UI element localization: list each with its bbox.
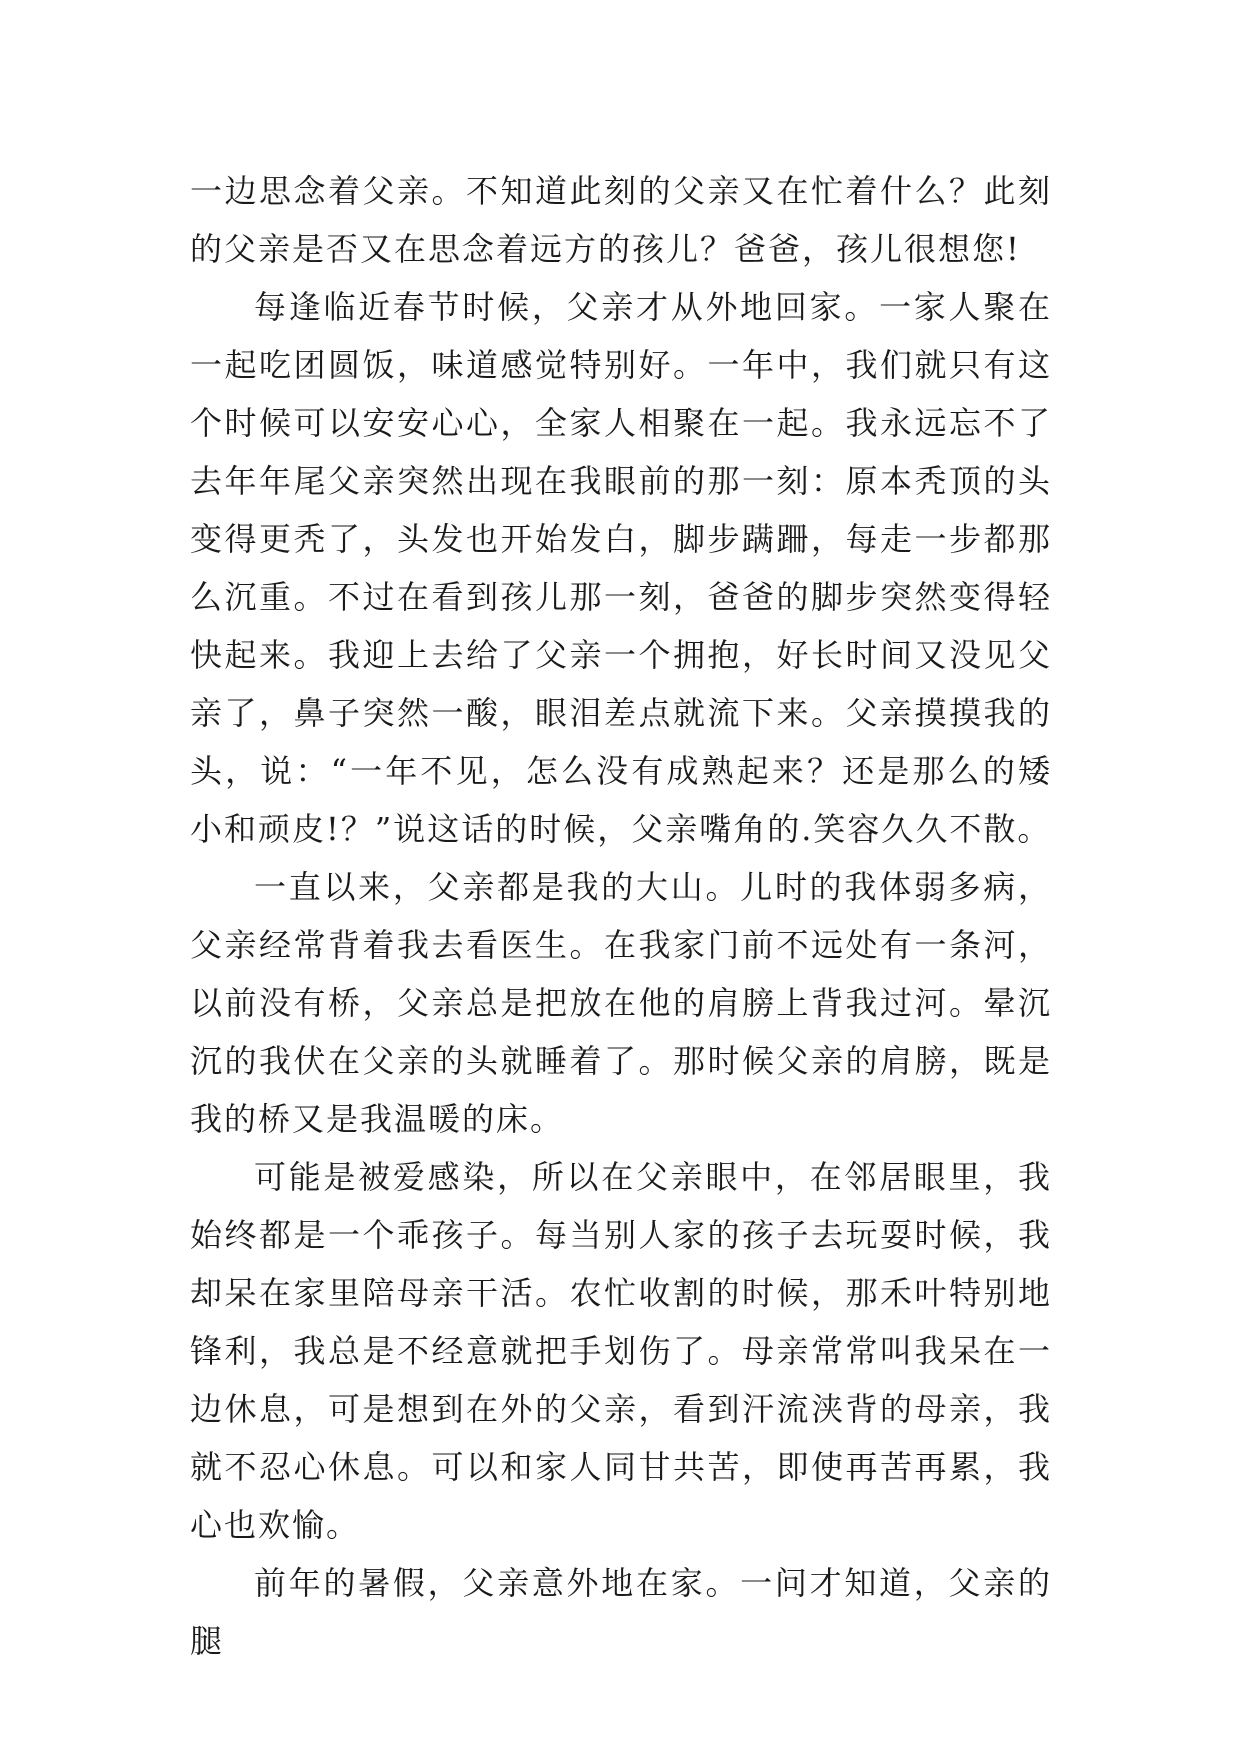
paragraph-5: 前年的暑假，父亲意外地在家。一问才知道，父亲的腿 bbox=[190, 1564, 1052, 1660]
document-body bbox=[190, 162, 1052, 1670]
paragraph-3: 一直以来，父亲都是我的大山。儿时的我体弱多病，父亲经常背着我去看医生。在我家门前不远处有一条河，以前没有桥，父亲总是把放在他的肩膀上背我过河。晕沉沉的我伏在父亲的头就睡着了。那时候父亲的肩膀，既是我的桥又是我温暖的床。 bbox=[190, 868, 1052, 1138]
paragraph-1: 一边思念着父亲。不知道此刻的父亲又在忙着什么？此刻的父亲是否又在思念着远方的孩儿？爸爸，孩儿很想您! bbox=[190, 172, 1052, 268]
paragraph-2: 每逢临近春节时候，父亲才从外地回家。一家人聚在一起吃团圆饭，味道感觉特别好。一年中，我们就只有这个时候可以安安心心，全家人相聚在一起。我永远忘不了去年年尾父亲突然出现在我眼前的那一刻：原本秃顶的头变得更秃了，头发也开始发白，脚步蹒跚，每走一步都那么沉重。不过在看到孩儿那一刻，爸爸的脚步突然变得轻快起来。我迎上去给了父亲一个拥抱，好长时间又没见父亲了，鼻子突然一酸，眼泪差点就流下来。父亲摸摸我的头，说：“一年不见，怎么没有成熟起来？还是那么的矮小和顽皮!？”说这话的时候，父亲嘴角的.笑容久久不散。 bbox=[190, 288, 1052, 848]
paragraph-4: 可能是被爱感染，所以在父亲眼中，在邻居眼里，我始终都是一个乖孩子。每当别人家的孩子去玩耍时候，我却呆在家里陪母亲干活。农忙收割的时候，那禾叶特别地锋利，我总是不经意就把手划伤了。母亲常常叫我呆在一边休息，可是想到在外的父亲，看到汗流浃背的母亲，我就不忍心休息。可以和家人同甘共苦，即使再苦再累，我心也欢愉。 bbox=[190, 1158, 1052, 1544]
